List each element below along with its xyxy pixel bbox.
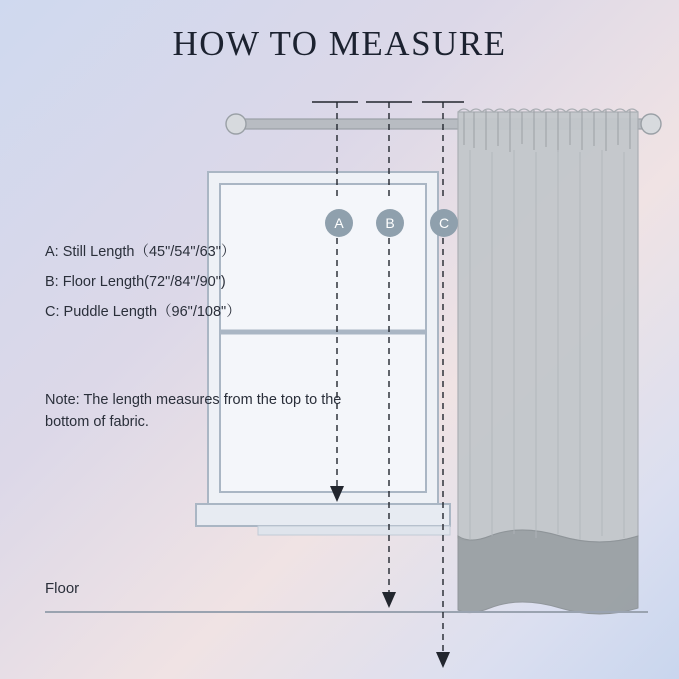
legend-text-b: Floor Length(72"/84"/90") <box>62 273 226 290</box>
legend-key-a: A: <box>45 244 59 260</box>
page-title: HOW TO MEASURE <box>172 24 507 63</box>
legend-key-c: C: <box>45 303 60 320</box>
note-label: Note: <box>45 392 80 408</box>
floor-label: Floor <box>45 580 80 597</box>
legend-row-b <box>45 273 335 292</box>
legend-row-c <box>45 303 335 322</box>
legend-text-a: Still Length（45"/54"/63"） <box>62 244 236 260</box>
badge-b: B <box>376 209 404 237</box>
badge-a: A <box>325 209 353 237</box>
window-graphic <box>196 172 450 535</box>
note-text: The length measures from the top to the bottom of fabric. <box>45 392 342 430</box>
curtain-panel-graphic <box>458 109 638 614</box>
legend-text-c: Puddle Length（96"/108"） <box>63 303 241 320</box>
legend-key-b: B: <box>45 273 59 290</box>
badge-c: C <box>430 209 458 237</box>
note <box>45 390 345 434</box>
legend <box>45 243 335 333</box>
legend-row-a <box>45 243 335 262</box>
